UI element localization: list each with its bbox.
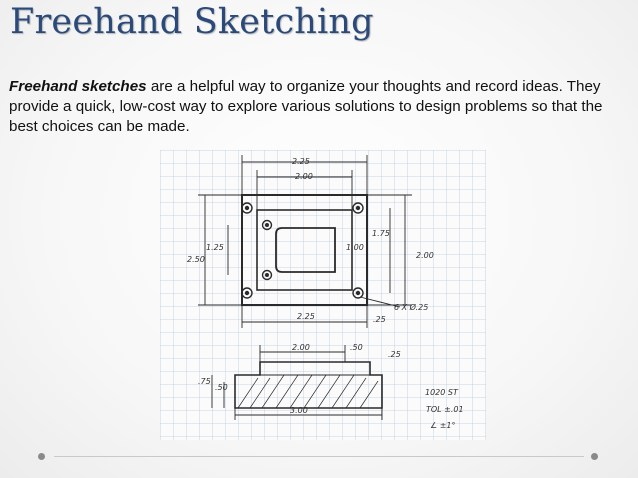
sec-dim-25: .25 [388,350,401,359]
slide-title: Freehand Sketching [10,2,374,42]
footer-dot-left [38,453,45,460]
dim-left-outer: 2.50 [187,255,205,264]
dim-right-inner: 1.75 [372,229,390,238]
dim-left-inner: 1.25 [206,243,224,252]
dim-bottom-small: .25 [373,315,386,324]
dim-center: 1.00 [346,243,364,252]
dim-right-outer: 2.00 [416,251,434,260]
sketch-drawing [160,150,486,440]
sec-dim-h1: .75 [198,377,211,386]
lead-term: Freehand sketches [9,78,147,95]
note-material: 1020 ST [425,388,458,397]
note-tolerance: TOL ±.01 [426,405,464,414]
body-text: are a helpful way to organize your thoughts and record ideas. They provide a quick, low-cost way to explore various solutions to design problems so that the best choices can be made. [9,78,603,135]
dim-bottom-len: 2.25 [297,312,315,321]
sec-dim-h2: .50 [215,383,228,392]
sec-dim-50: .50 [350,343,363,352]
footer-divider [54,456,584,457]
sec-dim-top: 2.00 [292,343,310,352]
sec-dim-bottom: 3.00 [290,406,308,415]
dim-holes: 6 X Ø.25 [394,303,429,312]
footer-dot-right [591,453,598,460]
sketch-image [160,150,486,440]
dim-top-outer: 2.25 [292,157,310,166]
slide-body [9,77,631,137]
dim-top-inner: 2.00 [295,172,313,181]
note-angle: ∠ ±1° [430,421,456,430]
